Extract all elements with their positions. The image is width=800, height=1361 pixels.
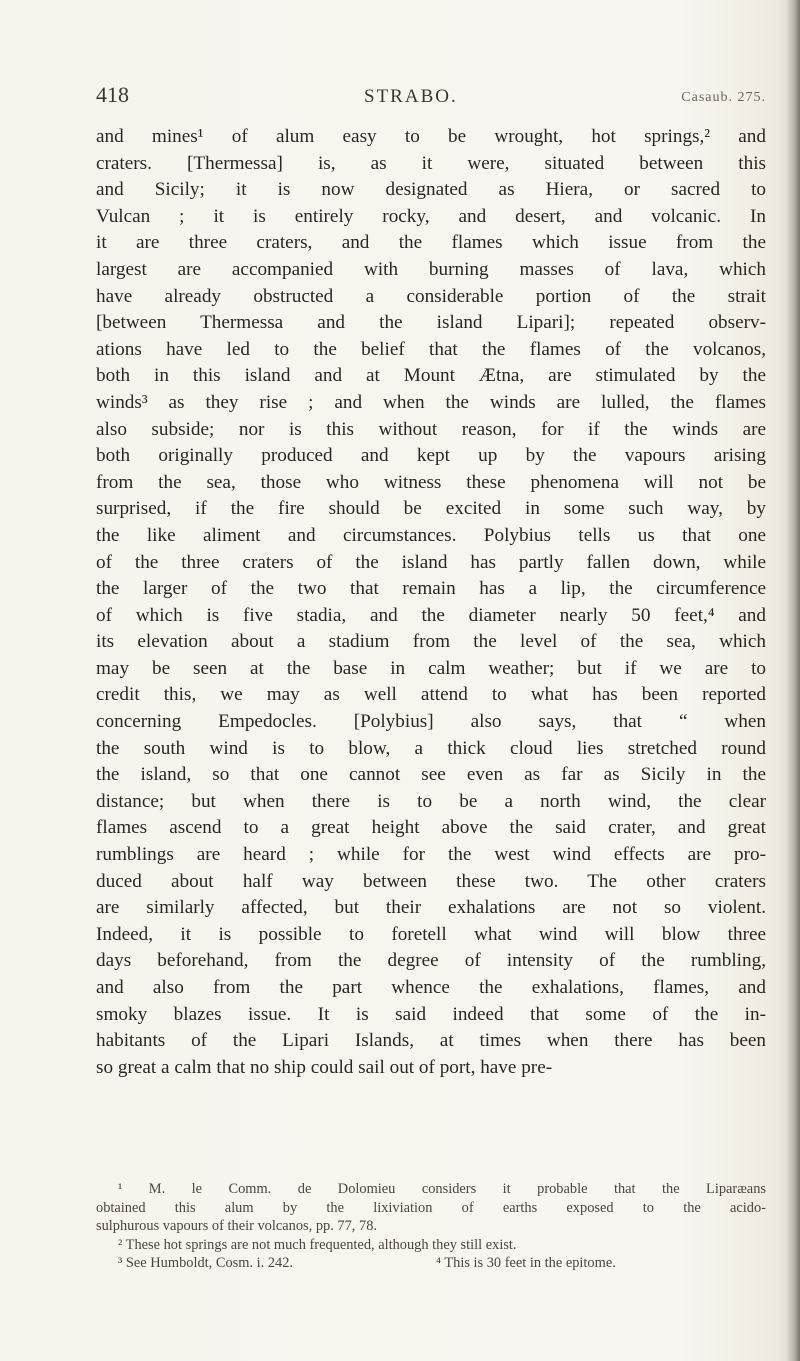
text-line: and mines¹ of alum easy to be wrought, hot springs,² and: [96, 126, 766, 147]
footnote-1-line-2: obtained this alum by the lixiviation of earths exposed to the acido-: [96, 1199, 766, 1216]
text-line: may be seen at the base in calm weather; but if we are to: [96, 657, 766, 679]
text-line: the larger of the two that remain has a lip, the circumference: [96, 578, 766, 600]
text-line: winds³ as they rise ; and when the winds are lulled, the flames: [96, 391, 766, 413]
footnote-2: ² These hot springs are not much frequented, although they still exist.: [118, 1236, 517, 1253]
main-text: [96, 124, 766, 1081]
footnote-1-line-3: sulphurous vapours of their volcanos, pp. 77, 78.: [96, 1218, 377, 1234]
running-title: STRABO.: [364, 86, 458, 107]
text-line: flames ascend to a great height above the said crater, and great: [96, 817, 766, 839]
text-line: the south wind is to blow, a thick cloud lies stretched round: [96, 737, 766, 759]
text-line: its elevation about a stadium from the level of the sea, which: [96, 631, 766, 653]
text-line: both in this island and at Mount Ætna, are stimulated by the: [96, 365, 766, 387]
text-line: credit this, we may as well attend to what has been reported: [96, 684, 766, 706]
text-line: rumblings are heard ; while for the west wind effects are pro-: [96, 844, 766, 866]
page-number: 418: [96, 82, 129, 107]
footnote-1-line-1: ¹ M. le Comm. de Dolomieu considers it probable that the Liparæans: [118, 1181, 766, 1197]
text-line: of the three craters of the island has partly fallen down, while: [96, 551, 766, 573]
footnote-4: ⁴ This is 30 feet in the epitome.: [436, 1255, 616, 1271]
text-line: so great a calm that no ship could sail out of port, have pre-: [96, 1056, 553, 1078]
text-line: Vulcan ; it is entirely rocky, and desert, and volcanic. In: [96, 205, 766, 227]
text-line: craters. [Thermessa] is, as it were, situated between this: [96, 152, 766, 174]
text-line: from the sea, those who witness these phenomena will not be: [96, 471, 766, 493]
text-line: [between Thermessa and the island Lipari]; repeated observ-: [96, 312, 766, 334]
text-line: surprised, if the fire should be excited in some such way, by: [96, 498, 766, 520]
text-line: of which is five stadia, and the diameter nearly 50 feet,⁴ and: [96, 604, 766, 626]
casaubon-citation: Casaub. 275.: [681, 90, 766, 105]
text-line: are similarly affected, but their exhalations are not so violent.: [96, 897, 766, 919]
text-line: Indeed, it is possible to foretell what wind will blow three: [96, 923, 766, 945]
text-line: largest are accompanied with burning masses of lava, which: [96, 258, 766, 280]
text-line: ations have led to the belief that the flames of the volcanos,: [96, 338, 766, 360]
text-line: it are three craters, and the flames which issue from the: [96, 232, 766, 254]
text-line: and also from the part whence the exhalations, flames, and: [96, 977, 766, 998]
text-line: both originally produced and kept up by the vapours arising: [96, 445, 766, 467]
footnotes: [96, 1180, 766, 1273]
text-line: the island, so that one cannot see even as far as Sicily in the: [96, 764, 766, 786]
text-line: have already obstructed a considerable portion of the strait: [96, 285, 766, 307]
text-line: days beforehand, from the degree of intensity of the rumbling,: [96, 950, 766, 972]
text-line: the like aliment and circumstances. Polybius tells us that one: [96, 524, 766, 546]
text-line: duced about half way between these two. The other craters: [96, 870, 766, 892]
text-line: distance; but when there is to be a north wind, the clear: [96, 790, 766, 812]
text-line: smoky blazes issue. It is said indeed that some of the in-: [96, 1003, 766, 1025]
text-line: also subside; nor is this without reason, for if the winds are: [96, 418, 766, 440]
text-line: and Sicily; it is now designated as Hiera, or sacred to: [96, 179, 766, 201]
page-edge-shadow: [786, 0, 800, 1361]
footnote-3-4-row: [96, 1254, 766, 1273]
footnote-3: ³ See Humboldt, Cosm. i. 242.: [118, 1255, 294, 1271]
text-line: concerning Empedocles. [Polybius] also says, that “ when: [96, 711, 766, 733]
text-line: habitants of the Lipari Islands, at times when there has been: [96, 1030, 766, 1052]
running-header: [96, 82, 766, 110]
